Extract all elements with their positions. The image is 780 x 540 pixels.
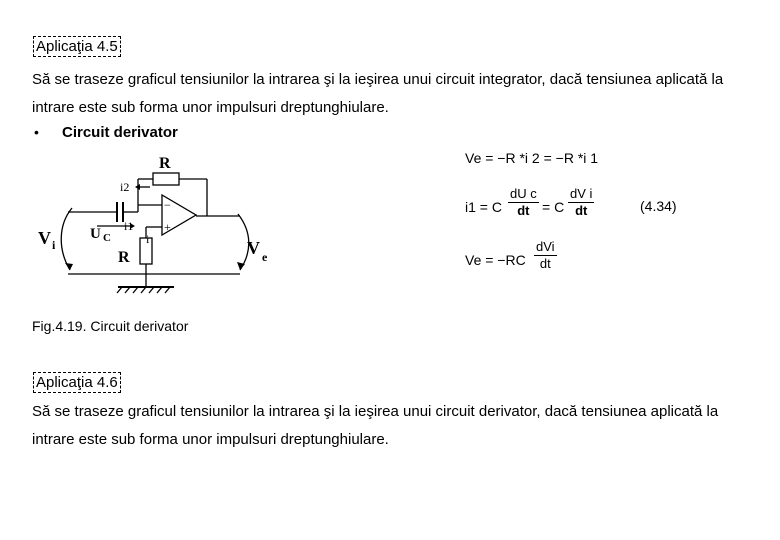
- bullet-icon: •: [34, 124, 39, 140]
- equation-3-fraction: [534, 239, 557, 271]
- equation-2-left: i1 = C: [465, 199, 502, 215]
- equation-2-frac2-denominator: dt: [575, 203, 588, 218]
- label-i1: i1: [124, 219, 134, 233]
- label-r-ground: R: [118, 249, 130, 266]
- section-heading-aplicatia-4-6: Aplicaţia 4.6: [33, 372, 121, 393]
- label-plus: +: [164, 220, 171, 234]
- label-ve: V: [247, 238, 260, 258]
- equation-2-frac1-numerator: dU c: [510, 186, 537, 201]
- equation-3-numerator: dVi: [536, 239, 555, 254]
- label-uc-sub: C: [103, 232, 111, 244]
- section2-line1: Să se traseze graficul tensiunilor la intrarea şi la ieşirea unui circuit derivator, dacă tensiunea aplicată la: [32, 403, 719, 420]
- equation-2-fraction-1: [508, 186, 539, 218]
- label-vi-sub: i: [52, 238, 56, 252]
- feedback-resistor-shape: [153, 173, 179, 185]
- equation-3-denominator: dt: [539, 256, 551, 271]
- label-r-feedback: R: [159, 155, 171, 172]
- equation-2-fraction-2: [568, 186, 594, 218]
- label-uc: U: [90, 226, 101, 242]
- differentiator-circuit-diagram: [30, 145, 290, 305]
- bullet-title: Circuit derivator: [62, 124, 178, 141]
- equation-2-frac2-numerator: dV i: [570, 186, 593, 201]
- section-heading-aplicatia-4-5: Aplicaţia 4.5: [33, 36, 121, 57]
- section2-paragraph: [32, 398, 772, 454]
- label-i2: i2: [120, 180, 130, 194]
- equation-3-left: Ve = −RC: [465, 252, 526, 268]
- equation-number: (4.34): [640, 198, 677, 214]
- equation-1: Ve = −R *i 2 = −R *i 1: [465, 150, 599, 166]
- section1-line2: intrare este sub forma unor impulsuri dreptunghiulare.: [32, 99, 389, 116]
- section2-line2: intrare este sub forma unor impulsuri dreptunghiulare.: [32, 431, 389, 448]
- equation-2-middle: = C: [542, 199, 565, 215]
- equation-2-frac1-denominator: dt: [517, 203, 530, 218]
- section1-line1: Să se traseze graficul tensiunilor la intrarea şi la ieşirea unui circuit integrator, dacă tensiunea aplicată la: [32, 71, 724, 88]
- label-minus: −: [164, 198, 171, 212]
- label-i: i: [146, 232, 150, 246]
- label-ve-sub: e: [262, 250, 268, 264]
- section1-paragraph: [32, 66, 772, 122]
- figure-caption: Fig.4.19. Circuit derivator: [32, 318, 189, 334]
- label-vi: V: [38, 228, 51, 248]
